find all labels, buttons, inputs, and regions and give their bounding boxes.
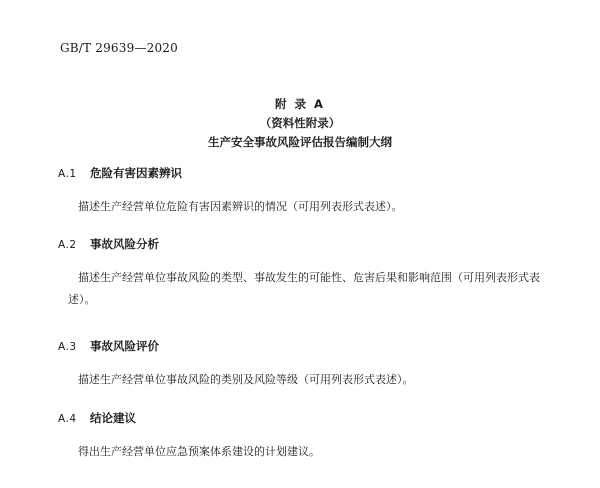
section-heading-a1 [58, 165, 182, 181]
section-number: A.4 [58, 413, 77, 425]
section-title: 危险有害因素辨识 [90, 166, 182, 180]
section-title: 事故风险评价 [90, 339, 159, 353]
section-body-a4: 得出生产经营单位应急预案体系建设的计划建议。 [78, 445, 320, 458]
section-heading-a3 [58, 338, 159, 354]
section-title: 结论建议 [90, 411, 136, 425]
annex-type: （资料性附录） [259, 116, 341, 130]
section-heading-a2 [58, 236, 159, 252]
annex-label: 附 录 A [275, 97, 325, 111]
section-number: A.1 [58, 168, 77, 180]
section-body-a3: 描述生产经营单位事故风险的类别及风险等级（可用列表形式表述）。 [78, 373, 414, 386]
section-body-a2: 描述生产经营单位事故风险的类型、事故发生的可能性、危害后果和影响范围（可用列表形式表述）。 [68, 271, 540, 306]
section-body-a1: 描述生产经营单位危险有害因素辨识的情况（可用列表形式表述）。 [78, 200, 403, 213]
section-title: 事故风险分析 [90, 237, 159, 251]
annex-title: 生产安全事故风险评估报告编制大纲 [208, 135, 392, 149]
section-number: A.2 [58, 239, 77, 251]
section-heading-a4 [58, 410, 136, 426]
standard-code: GB/T 29639—2020 [60, 41, 178, 55]
section-number: A.3 [58, 341, 77, 353]
